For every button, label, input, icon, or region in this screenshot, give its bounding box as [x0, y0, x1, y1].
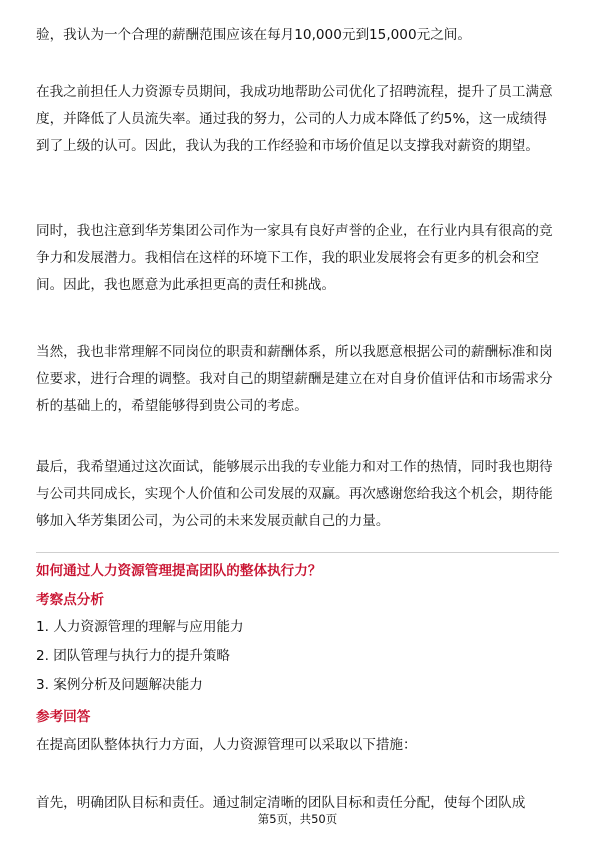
- page-number: 第5页，共50页: [257, 812, 338, 826]
- analysis-item-1: 1. 人力资源管理的理解与应用能力: [36, 619, 244, 635]
- analysis-heading: 考察点分析: [36, 592, 104, 608]
- section-divider: [36, 552, 559, 553]
- paragraph-company: 同时，我也注意到华芳集团公司作为一家具有良好声誉的企业，在行业内具有很高的竞争力和发展潜力。我相信在这样的环境下工作，我的职业发展将会有更多的机会和空间。因此，我也愿意为此承担更高的责任和挑战。: [36, 223, 553, 293]
- paragraph-understanding: 当然，我也非常理解不同岗位的职责和薪酬体系，所以我愿意根据公司的薪酬标准和岗位要求，进行合理的调整。我对自己的期望薪酬是建立在对自身价值评估和市场需求分析的基础上的，希望能够得到贵公司的考虑。: [36, 344, 553, 414]
- paragraph-salary-range: 验，我认为一个合理的薪酬范围应该在每月10,000元到15,000元之间。: [36, 27, 471, 43]
- analysis-item-2: 2. 团队管理与执行力的提升策略: [36, 648, 231, 664]
- paragraph-experience: 在我之前担任人力资源专员期间，我成功地帮助公司优化了招聘流程，提升了员工满意度，并降低了人员流失率。通过我的努力，公司的人力成本降低了约5%，这一成绩得到了上级的认可。因此，我认为我的工作经验和市场价值足以支撑我对薪资的期望。: [36, 84, 553, 154]
- answer-heading: 参考回答: [36, 709, 91, 725]
- answer-intro: 在提高团队整体执行力方面，人力资源管理可以采取以下措施：: [36, 737, 417, 753]
- question-title: 如何通过人力资源管理提高团队的整体执行力？: [36, 563, 322, 579]
- analysis-item-3: 3. 案例分析及问题解决能力: [36, 677, 203, 693]
- answer-first-point: 首先，明确团队目标和责任。通过制定清晰的团队目标和责任分配，使每个团队成: [36, 795, 526, 811]
- paragraph-conclusion: 最后，我希望通过这次面试，能够展示出我的专业能力和对工作的热情，同时我也期待与公司共同成长，实现个人价值和公司发展的双赢。再次感谢您给我这个机会，期待能够加入华芳集团公司，为公司的未来发展贡献自己的力量。: [36, 459, 553, 529]
